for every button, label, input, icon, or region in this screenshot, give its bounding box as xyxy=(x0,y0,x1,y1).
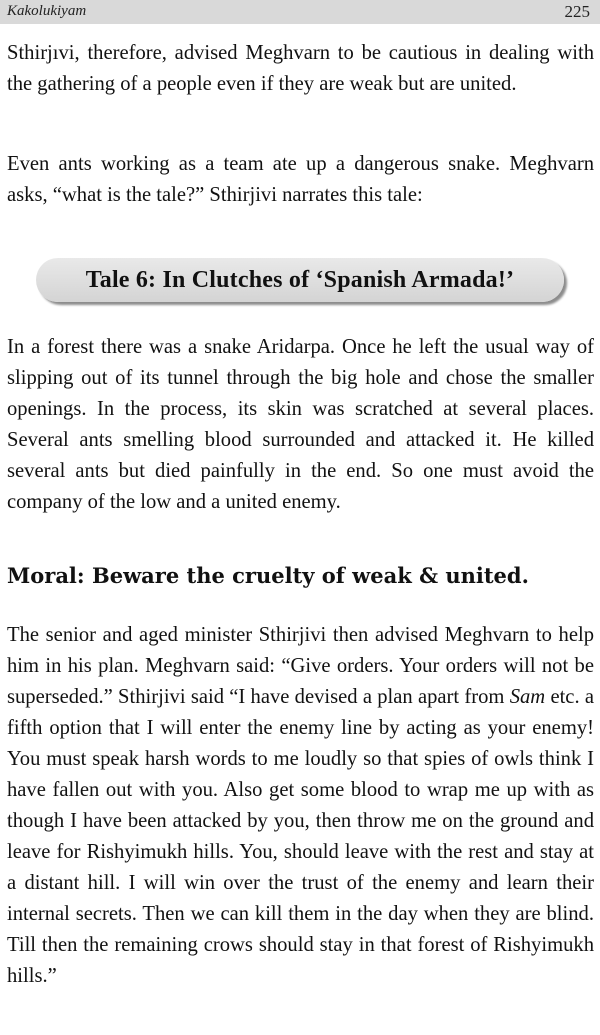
moral-heading: Moral: Beware the cruelty of weak & united. xyxy=(7,563,529,588)
paragraph-4-text-a: The senior and aged minister Sthirjivi then advised Meghvarn to help him in his plan. Meghvarn said: “Give orders. Your orders will not be superseded.” Sthirjivi said “I have devised a plan apart from xyxy=(7,624,594,708)
paragraph-1: Sthirjıvi, therefore, advised Meghvarn to be cautious in dealing with the gathering of a people even if they are weak but are united. xyxy=(7,42,594,95)
paragraph-2: Even ants working as a team ate up a dangerous snake. Meghvarn asks, “what is the tale?” Sthirjivi narrates this tale: xyxy=(7,153,594,206)
paragraph-3: In a forest there was a snake Aridarpa. Once he left the usual way of slipping out of its tunnel through the big hole and chose the smaller openings. In the process, its skin was scratched at several places. Several ants smelling blood surrounded and attacked it. He killed several ants but died painfully in the end. So one must avoid the company of the low and a united enemy. xyxy=(7,336,594,513)
page-number: 225 xyxy=(564,2,590,21)
paragraph-4 xyxy=(7,620,594,992)
page-header xyxy=(0,0,600,24)
paragraph-4-text-b: etc. a fifth option that I will enter the enemy line by acting as your enemy! You must speak harsh words to me loudly so that spies of owls think I have fallen out with you. Also get some blood to wrap me up with as though I have been attacked by you, then throw me on the ground and leave for Rishyimukh hills. You, should leave with the rest and stay at a distant hill. I will win over the trust of the enemy and learn their internal secrets. Then we can kill them in the day when they are blind. Till then the remaining crows should stay in that forest of Rishyimukh hills.” xyxy=(7,686,594,987)
paragraph-4-italic-term: Sam xyxy=(509,686,546,708)
tale-title: Tale 6: In Clutches of ‘Spanish Armada!’ xyxy=(85,266,515,293)
running-head: Kakolukiyam xyxy=(7,3,87,19)
tale-banner xyxy=(36,258,564,302)
